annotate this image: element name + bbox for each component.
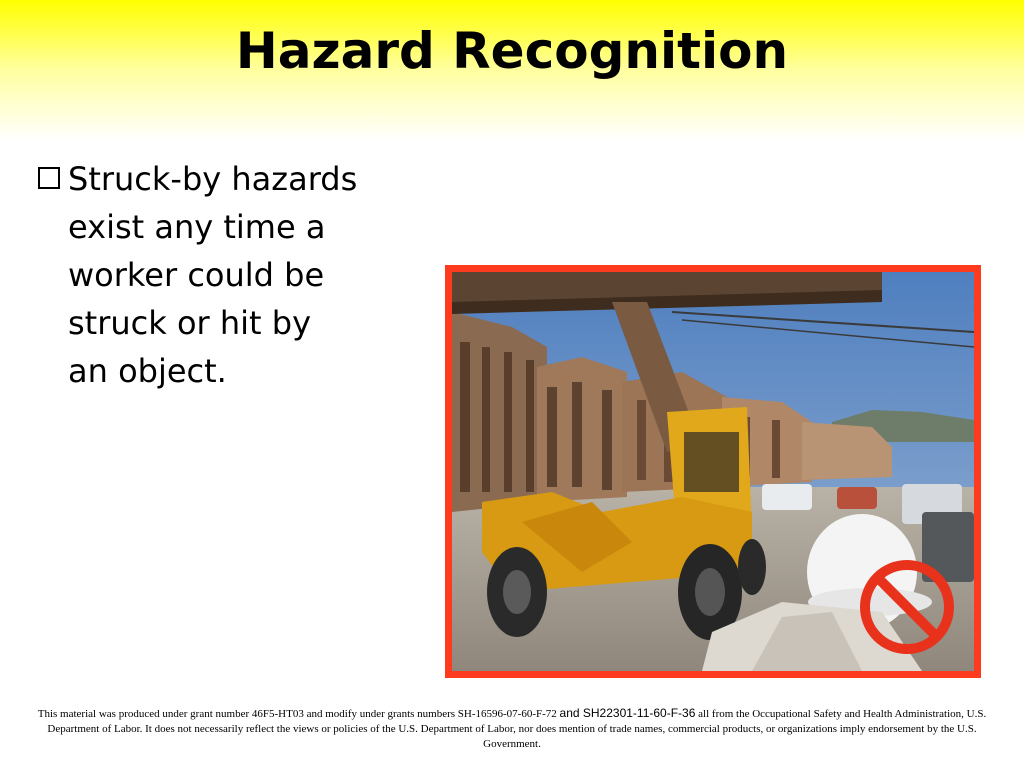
footer-part-2: and SH22301-11-60-F-36 bbox=[559, 706, 696, 720]
bullet-text: Struck-by hazards exist any time a worker could be struck or hit by an object. bbox=[68, 160, 358, 390]
bullet-item bbox=[38, 155, 368, 395]
footer-part-1: This material was produced under grant number 46F5-HT03 and modify under grants numbers SH-16596-07-60-F-72 bbox=[37, 708, 557, 720]
footer-disclaimer bbox=[20, 706, 1004, 752]
slide-title: Hazard Recognition bbox=[235, 22, 789, 80]
checkbox-bullet-icon bbox=[38, 167, 60, 189]
construction-site-photo bbox=[452, 272, 974, 671]
footer-part-3: all from the Occupational Safety and Health Administration, U.S. Department of Labor. It does not necessarily reflect the views or policies of the U.S. Department of Labor, nor does mention of trade names, commercial products, or organizations imply endorsement by the U.S. Government. bbox=[47, 708, 987, 750]
photo-frame bbox=[445, 265, 981, 678]
